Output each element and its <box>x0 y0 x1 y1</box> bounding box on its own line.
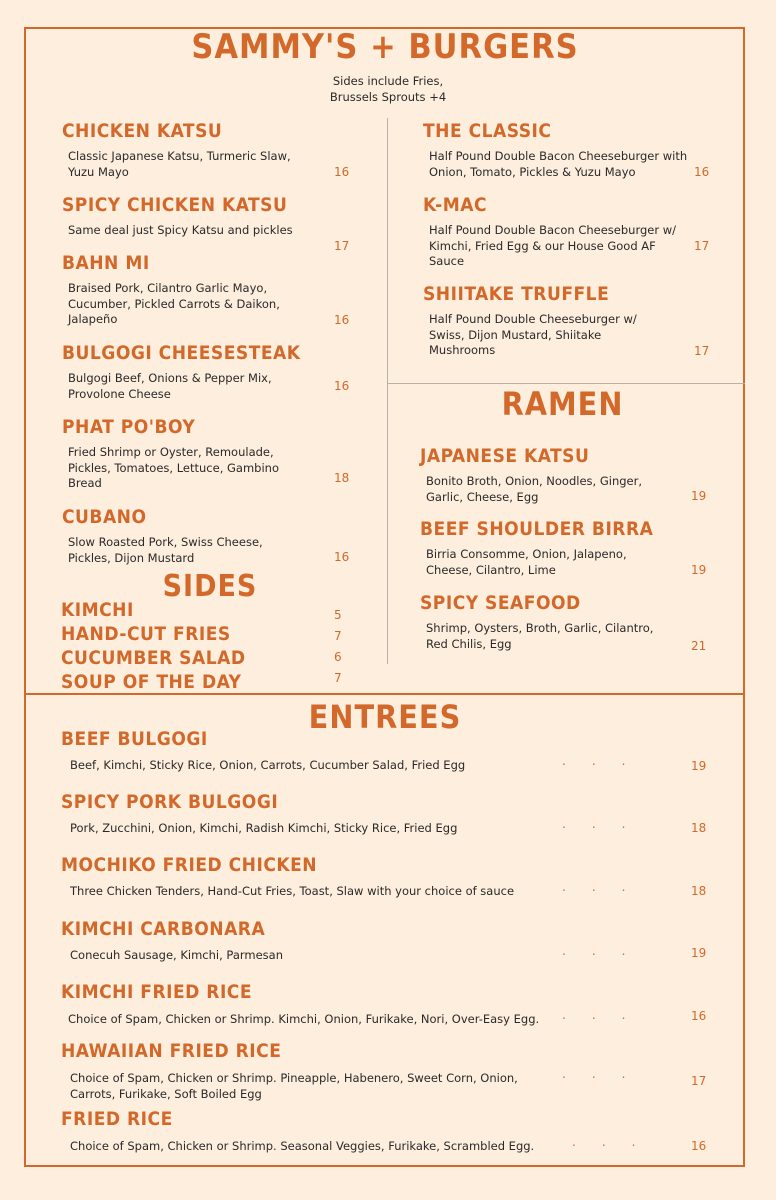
ramen-divider <box>387 383 745 384</box>
menu-item-name: BEEF BULGOGI <box>61 728 208 750</box>
menu-item-price: 19 <box>691 489 707 503</box>
menu-item-desc: Beef, Kimchi, Sticky Rice, Onion, Carrots, Cucumber Salad, Fried Egg <box>70 758 466 772</box>
leader-dots: ... <box>562 880 652 894</box>
menu-item-name: SPICY CHICKEN KATSU <box>62 194 288 216</box>
menu-item-desc: Half Pound Double Bacon Cheeseburger with Onion, Tomato, Pickles & Yuzu Mayo <box>429 149 688 179</box>
menu-item-desc: Choice of Spam, Chicken or Shrimp. Kimchi, Onion, Furikake, Nori, Over-Easy Egg. <box>68 1012 540 1026</box>
menu-item-name: THE CLASSIC <box>423 120 552 142</box>
menu-item-price: 16 <box>691 1139 707 1153</box>
menu-item-desc: Three Chicken Tenders, Hand-Cut Fries, Toast, Slaw with your choice of sauce <box>70 884 515 898</box>
section-divider <box>24 693 745 695</box>
menu-item-name: BAHN MI <box>62 252 150 274</box>
leader-dots: ... <box>562 1067 652 1081</box>
menu-item-name: CUBANO <box>62 506 147 528</box>
menu-item-desc: Bulgogi Beef, Onions & Pepper Mix, Provolone Cheese <box>68 371 272 401</box>
menu-item-desc: Braised Pork, Cilantro Garlic Mayo, Cucumber, Pickled Carrots & Daikon, Jalapeño <box>68 281 280 326</box>
menu-item-price: 16 <box>334 379 350 393</box>
menu-item-name: JAPANESE KATSU <box>420 445 590 467</box>
menu-item-price: 18 <box>691 821 707 835</box>
menu-item-desc: Conecuh Sausage, Kimchi, Parmesan <box>70 948 283 962</box>
menu-item-name: SPICY PORK BULGOGI <box>61 791 279 813</box>
side-name: SOUP OF THE DAY <box>61 671 242 693</box>
menu-item-name: CHICKEN KATSU <box>62 120 223 142</box>
menu-item-desc: Half Pound Double Bacon Cheeseburger w/ Kimchi, Fried Egg & our House Good AF Sauce <box>429 223 677 268</box>
menu-item-desc: Choice of Spam, Chicken or Shrimp. Seasonal Veggies, Furikake, Scrambled Egg. <box>70 1139 535 1153</box>
menu-item-desc: Birria Consomme, Onion, Jalapeno, Cheese, Cilantro, Lime <box>426 547 627 577</box>
side-name: KIMCHI <box>61 599 134 621</box>
menu-item-name: SPICY SEAFOOD <box>420 592 581 614</box>
leader-dots: ... <box>562 817 652 831</box>
side-name: HAND-CUT FRIES <box>61 623 231 645</box>
menu-item-name: KIMCHI CARBONARA <box>61 918 266 940</box>
menu-item-name: BEEF SHOULDER BIRRA <box>420 518 654 540</box>
side-price: 6 <box>334 650 342 664</box>
menu-item-name: PHAT PO'BOY <box>62 416 196 438</box>
leader-dots: ... <box>562 944 652 958</box>
menu-item-name: SHIITAKE TRUFFLE <box>423 283 610 305</box>
page-title: SAMMY'S + BURGERS <box>191 27 579 67</box>
menu-item-name: K-MAC <box>423 194 487 216</box>
menu-item-price: 17 <box>691 1074 707 1088</box>
menu-item-price: 17 <box>334 239 350 253</box>
menu-item-price: 19 <box>691 759 707 773</box>
menu-item-price: 19 <box>691 946 707 960</box>
side-price: 7 <box>334 671 342 685</box>
menu-item-price: 16 <box>694 165 710 179</box>
side-price: 5 <box>334 608 342 622</box>
leader-dots: ... <box>572 1135 662 1149</box>
leader-dots: ... <box>562 754 652 768</box>
menu-item-price: 21 <box>691 639 707 653</box>
side-price: 7 <box>334 629 342 643</box>
menu-item-desc: Same deal just Spicy Katsu and pickles <box>68 223 293 237</box>
menu-item-desc: Choice of Spam, Chicken or Shrimp. Pineapple, Habenero, Sweet Corn, Onion, Carrots, Furikake, Soft Boiled Egg <box>70 1071 518 1101</box>
side-name: CUCUMBER SALAD <box>61 647 246 669</box>
sides-heading: SIDES <box>162 569 258 604</box>
menu-item-price: 16 <box>334 550 350 564</box>
leader-dots: ... <box>562 1008 652 1022</box>
menu-item-price: 19 <box>691 563 707 577</box>
menu-item-name: MOCHIKO FRIED CHICKEN <box>61 854 318 876</box>
menu-item-desc: Pork, Zucchini, Onion, Kimchi, Radish Kimchi, Sticky Rice, Fried Egg <box>70 821 458 835</box>
menu-item-name: HAWAIIAN FRIED RICE <box>61 1040 282 1062</box>
menu-item-price: 18 <box>691 884 707 898</box>
menu-item-price: 17 <box>694 344 710 358</box>
menu-item-name: BULGOGI CHEESESTEAK <box>62 342 301 364</box>
menu-item-name: KIMCHI FRIED RICE <box>61 981 253 1003</box>
column-divider <box>387 118 388 664</box>
menu-item-desc: Fried Shrimp or Oyster, Remoulade, Pickles, Tomatoes, Lettuce, Gambino Bread <box>68 445 279 490</box>
menu-item-desc: Shrimp, Oysters, Broth, Garlic, Cilantro, Red Chilis, Egg <box>426 621 654 651</box>
menu-item-desc: Slow Roasted Pork, Swiss Cheese, Pickles, Dijon Mustard <box>68 535 263 565</box>
menu-item-price: 16 <box>334 313 350 327</box>
menu-item-name: FRIED RICE <box>61 1108 173 1130</box>
menu-item-price: 18 <box>334 471 350 485</box>
menu-item-desc: Half Pound Double Cheeseburger w/ Swiss, Dijon Mustard, Shiitake Mushrooms <box>429 312 637 357</box>
menu-item-desc: Classic Japanese Katsu, Turmeric Slaw, Yuzu Mayo <box>68 149 291 179</box>
menu-item-desc: Bonito Broth, Onion, Noodles, Ginger, Garlic, Cheese, Egg <box>426 474 642 504</box>
sides-note-line1: Sides include Fries, <box>332 74 444 88</box>
menu-item-price: 16 <box>691 1009 707 1023</box>
menu-item-price: 16 <box>334 165 350 179</box>
ramen-heading: RAMEN <box>501 385 624 423</box>
entrees-heading: ENTREES <box>308 698 462 736</box>
menu-item-price: 17 <box>694 239 710 253</box>
sides-note-line2: Brussels Sprouts +4 <box>329 90 447 104</box>
